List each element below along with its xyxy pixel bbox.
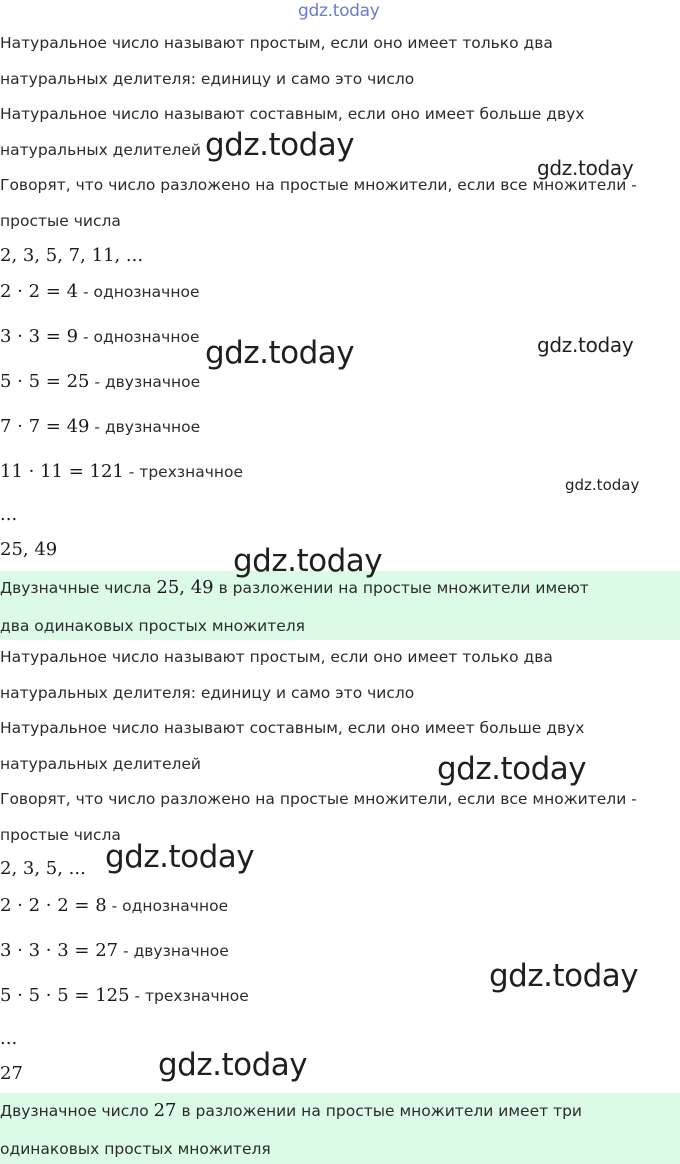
answer-numbers: 25, 49	[156, 577, 214, 598]
primes-list: 2, 3, 5, ...	[0, 858, 86, 879]
result-numbers: 25, 49	[0, 539, 58, 560]
watermark: gdz.today	[537, 333, 634, 357]
watermark: gdz.today	[537, 156, 634, 180]
primes-list: 2, 3, 5, 7, 11, ...	[0, 245, 144, 266]
square-row	[0, 463, 243, 481]
answer-line-2: одинаковых простых множителя	[0, 1140, 271, 1158]
answer-line-2: два одинаковых простых множителя	[0, 617, 305, 635]
square-row	[0, 283, 200, 301]
row-expression: 11 · 11 = 121	[0, 461, 124, 482]
watermark: gdz.today	[205, 127, 355, 163]
cube-row	[0, 897, 228, 915]
row-description: - двузначное	[118, 942, 229, 960]
watermark: gdz.today	[565, 476, 640, 494]
composite-definition-line-1: Натуральное число называют составным, если оно имеет больше двух	[0, 105, 585, 123]
answer-line-1	[0, 1102, 582, 1120]
watermark: gdz.today	[205, 335, 355, 371]
row-description: - двузначное	[89, 418, 201, 436]
row-expression: 5 · 5 · 5 = 125	[0, 985, 130, 1006]
row-description: - трехзначное	[129, 987, 249, 1005]
answer-line-1	[0, 579, 589, 597]
answer-number: 27	[153, 1100, 177, 1121]
row-description: - двузначное	[89, 373, 201, 391]
row-expression: 3 · 3 · 3 = 27	[0, 940, 119, 961]
square-row	[0, 373, 200, 391]
prime-definition-line-2: натуральных делителя: единицу и само это число	[0, 70, 415, 88]
watermark: gdz.today	[233, 543, 383, 579]
cube-row	[0, 987, 249, 1005]
watermark: gdz.today	[158, 1047, 308, 1083]
prime-definition-line-1: Натуральное число называют простым, если оно имеет только два	[0, 648, 553, 666]
watermark-top: gdz.today	[298, 1, 380, 21]
watermark: gdz.today	[105, 839, 255, 875]
row-description: - однозначное	[106, 897, 229, 915]
factorization-definition-line-1: Говорят, что число разложено на простые множители, если все множители -	[0, 790, 637, 808]
row-description: - трехзначное	[123, 463, 244, 481]
row-expression: 3 · 3 = 9	[0, 326, 79, 347]
ellipsis: ...	[0, 504, 18, 525]
ellipsis: ...	[0, 1028, 18, 1049]
composite-definition-line-1: Натуральное число называют составным, если оно имеет больше двух	[0, 719, 585, 737]
answer-text: в разложении на простые множители имеют	[213, 579, 589, 597]
square-row	[0, 418, 200, 436]
composite-definition-line-2: натуральных делителей	[0, 141, 202, 159]
watermark: gdz.today	[437, 751, 587, 787]
answer-text: Двузначные числа	[0, 579, 157, 597]
row-description: - однозначное	[78, 328, 200, 346]
row-expression: 2 · 2 = 4	[0, 281, 79, 302]
prime-definition-line-1: Натуральное число называют простым, если оно имеет только два	[0, 34, 553, 52]
cube-row	[0, 942, 229, 960]
answer-text: Двузначное число	[0, 1102, 154, 1120]
square-row	[0, 328, 200, 346]
row-description: - однозначное	[78, 283, 200, 301]
row-expression: 7 · 7 = 49	[0, 416, 90, 437]
row-expression: 2 · 2 · 2 = 8	[0, 895, 107, 916]
composite-definition-line-2: натуральных делителей	[0, 755, 202, 773]
factorization-definition-line-1: Говорят, что число разложено на простые множители, если все множители -	[0, 176, 637, 194]
factorization-definition-line-2: простые числа	[0, 212, 121, 230]
prime-definition-line-2: натуральных делителя: единицу и само это число	[0, 684, 415, 702]
watermark: gdz.today	[489, 958, 639, 994]
answer-text: в разложении на простые множители имеет три	[176, 1102, 583, 1120]
factorization-definition-line-2: простые числа	[0, 826, 121, 844]
result-numbers: 27	[0, 1063, 23, 1084]
row-expression: 5 · 5 = 25	[0, 371, 90, 392]
